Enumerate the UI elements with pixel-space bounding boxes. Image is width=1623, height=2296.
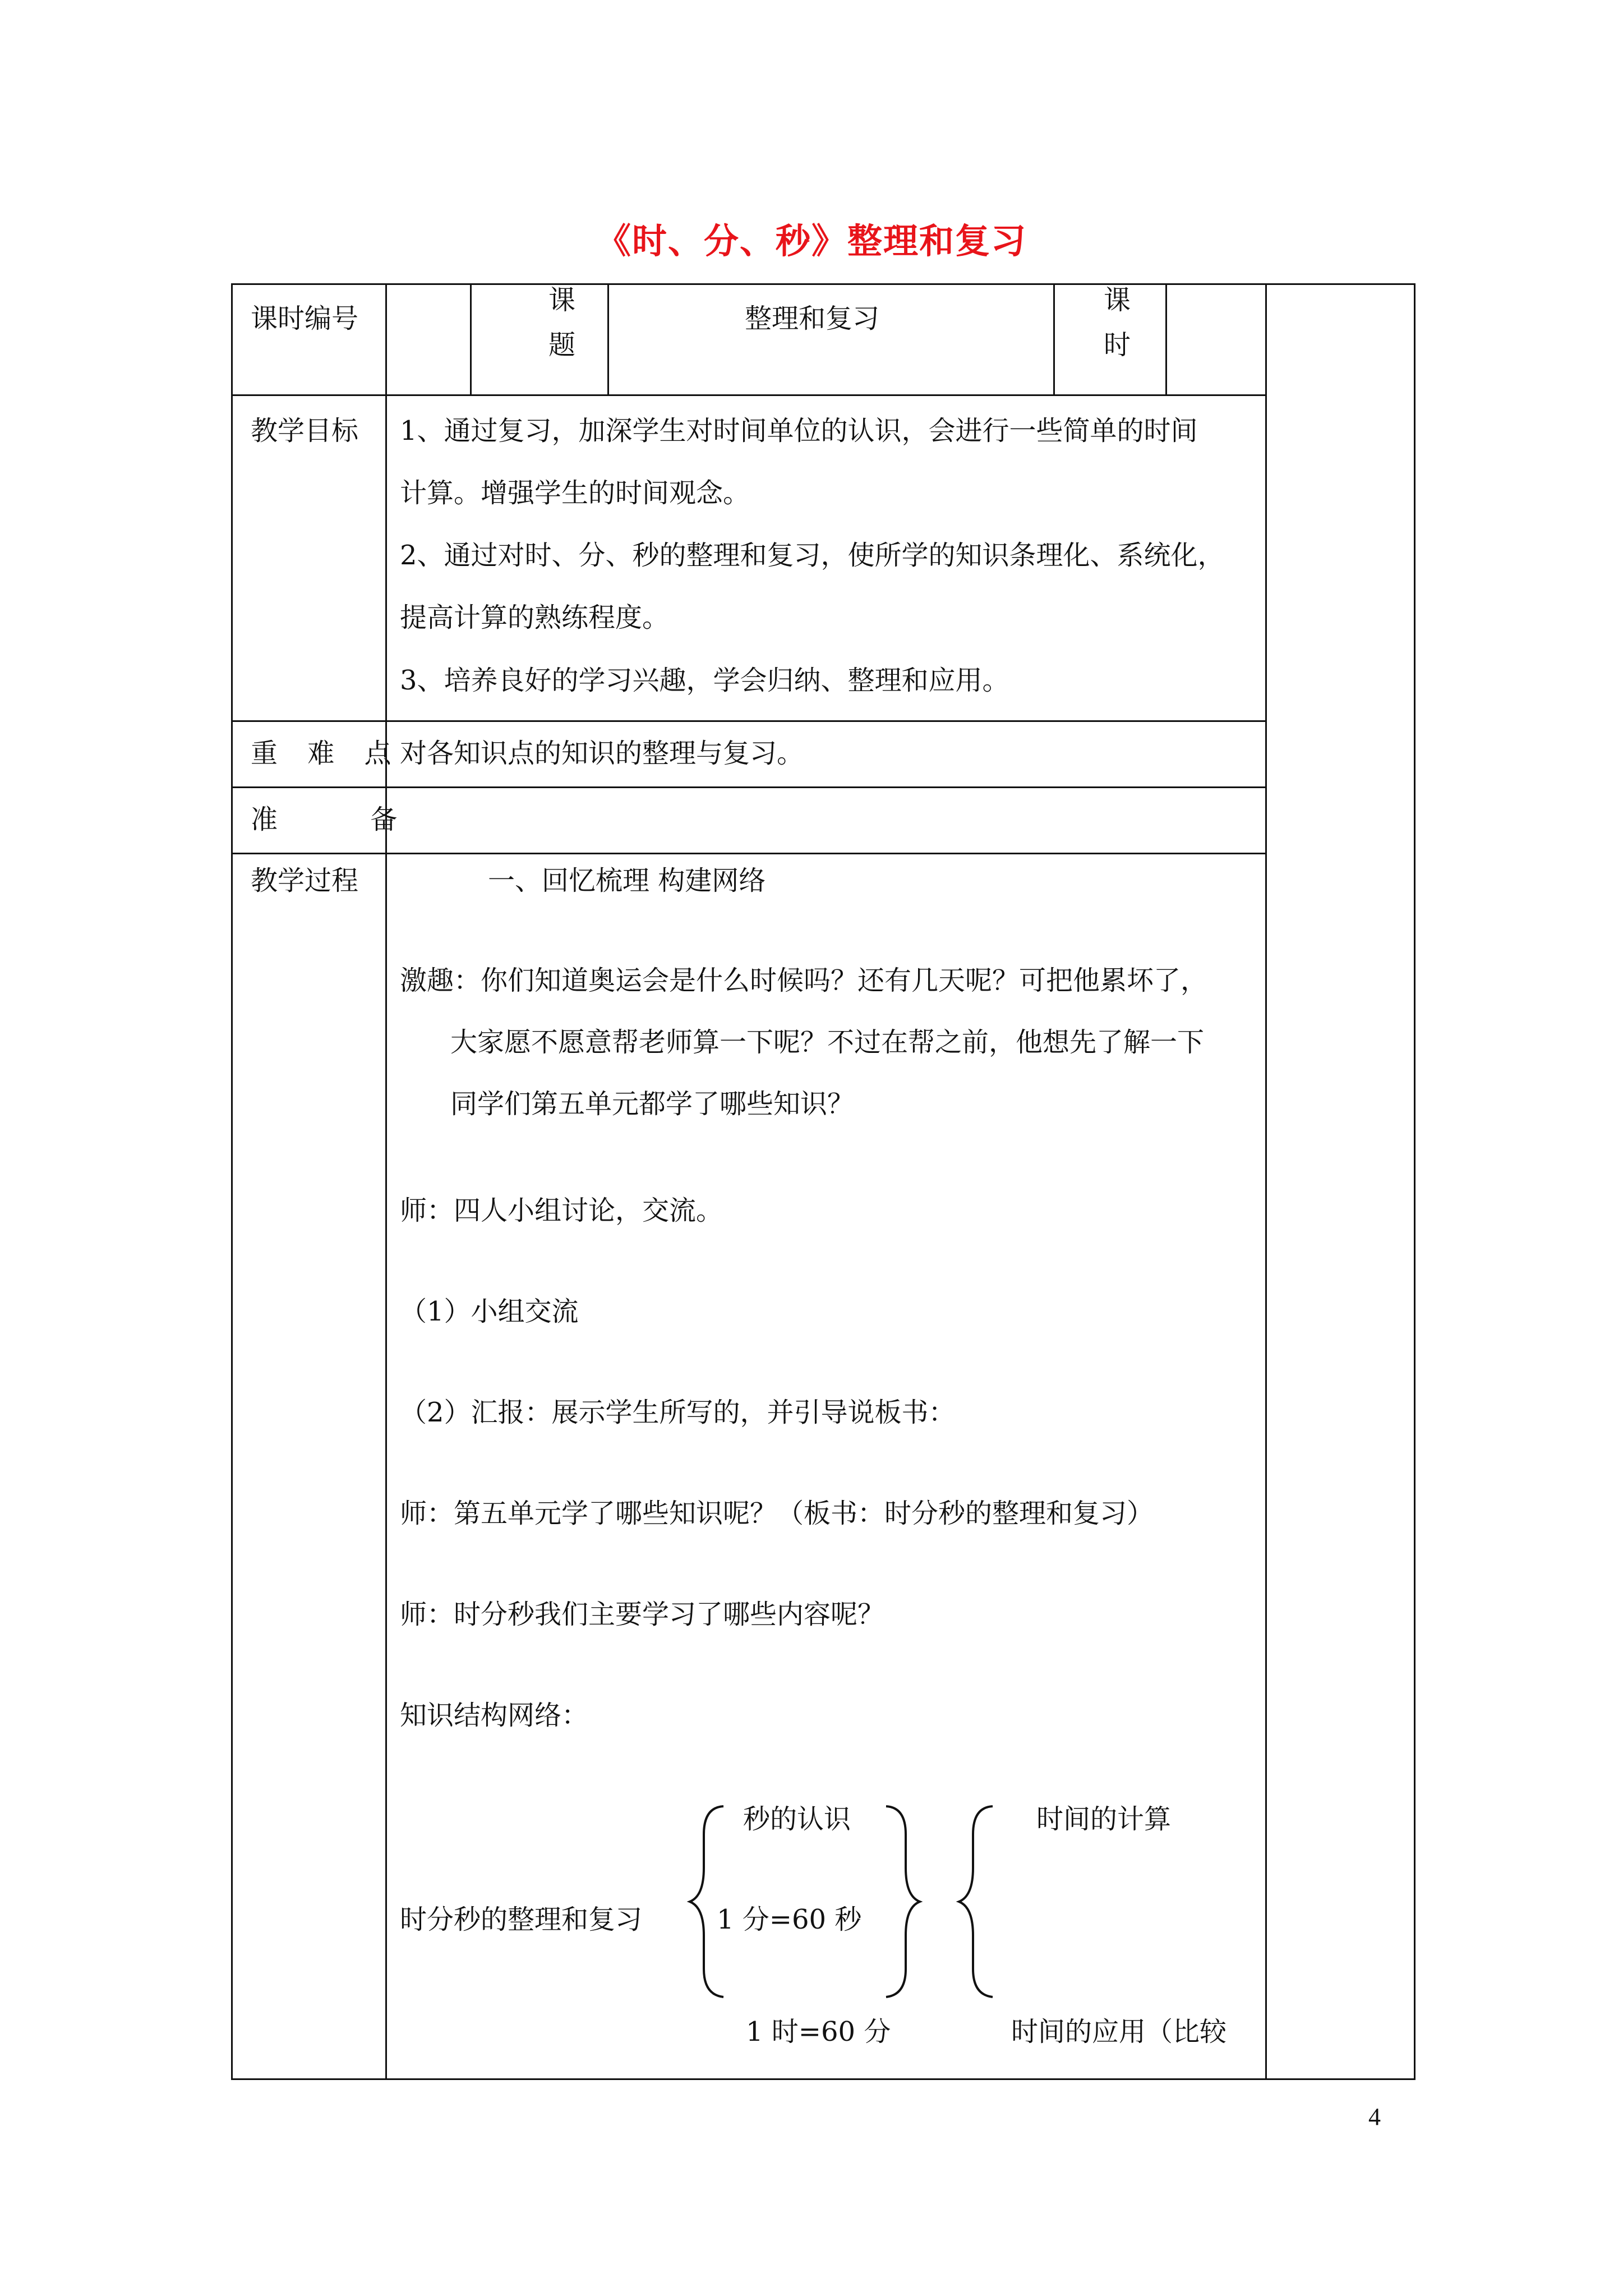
document-title: 《时、分、秒》整理和复习 — [596, 220, 1027, 261]
process-paragraph: 师：四人小组讨论，交流。 — [400, 1195, 723, 1226]
period-label-bottom: 时 — [1104, 329, 1131, 361]
intro-line: 同学们第五单元都学了哪些知识？ — [450, 1088, 855, 1120]
process-paragraph: 知识结构网络： — [400, 1700, 589, 1731]
network-left-item: 1 时=60 分 — [746, 2016, 891, 2047]
period-label-top: 课 — [1104, 284, 1131, 316]
goal-line: 3、培养良好的学习兴趣，学会归纳、整理和应用。 — [400, 665, 1009, 696]
goal-line: 2、通过对时、分、秒的整理和复习，使所学的知识条理化、系统化， — [400, 540, 1225, 571]
topic-label-top: 课 — [548, 284, 576, 316]
topic-value: 整理和复习 — [745, 303, 880, 334]
page-number: 4 — [1368, 2103, 1381, 2131]
left-brace — [690, 1806, 723, 1997]
key-points-label: 重 难 点 — [251, 738, 391, 769]
process-paragraph: 师：第五单元学了哪些知识呢？（板书：时分秒的整理和复习） — [400, 1498, 1154, 1529]
section-heading: 一、回忆梳理 构建网络 — [488, 865, 766, 896]
process-paragraph: （2）汇报：展示学生所写的，并引导说板书： — [400, 1397, 956, 1428]
network-right-item: 时间的计算 — [1036, 1803, 1172, 1835]
network-left-item: 1 分=60 秒 — [717, 1904, 862, 1935]
key-points-value: 对各知识点的知识的整理与复习。 — [400, 738, 804, 769]
process-label: 教学过程 — [251, 865, 359, 896]
goal-line: 计算。增强学生的时间观念。 — [400, 477, 750, 509]
intro-line: 激趣：你们知道奥运会是什么时候吗？还有几天呢？可把他累坏了， — [400, 965, 1208, 996]
network-root: 时分秒的整理和复习 — [400, 1904, 643, 1935]
topic-label-bottom: 题 — [548, 329, 576, 361]
process-paragraph: （1）小组交流 — [400, 1296, 579, 1327]
intro-line: 大家愿不愿意帮老师算一下呢？不过在帮之前，他想先了解一下 — [450, 1027, 1205, 1058]
right-brace — [959, 1806, 993, 1997]
network-left-item: 秒的认识 — [743, 1803, 851, 1835]
goals-label: 教学目标 — [251, 415, 359, 447]
middle-brace — [886, 1806, 920, 1997]
network-right-item: 时间的应用（比较 — [1011, 2016, 1227, 2047]
goal-line: 提高计算的熟练程度。 — [400, 602, 670, 633]
preparation-label: 准 备 — [251, 804, 398, 835]
process-paragraph: 师：时分秒我们主要学习了哪些内容呢？ — [400, 1599, 885, 1630]
goal-line: 1、通过复习，加深学生对时间单位的认识，会进行一些简单的时间 — [400, 415, 1198, 447]
lesson-number-label: 课时编号 — [251, 303, 359, 334]
